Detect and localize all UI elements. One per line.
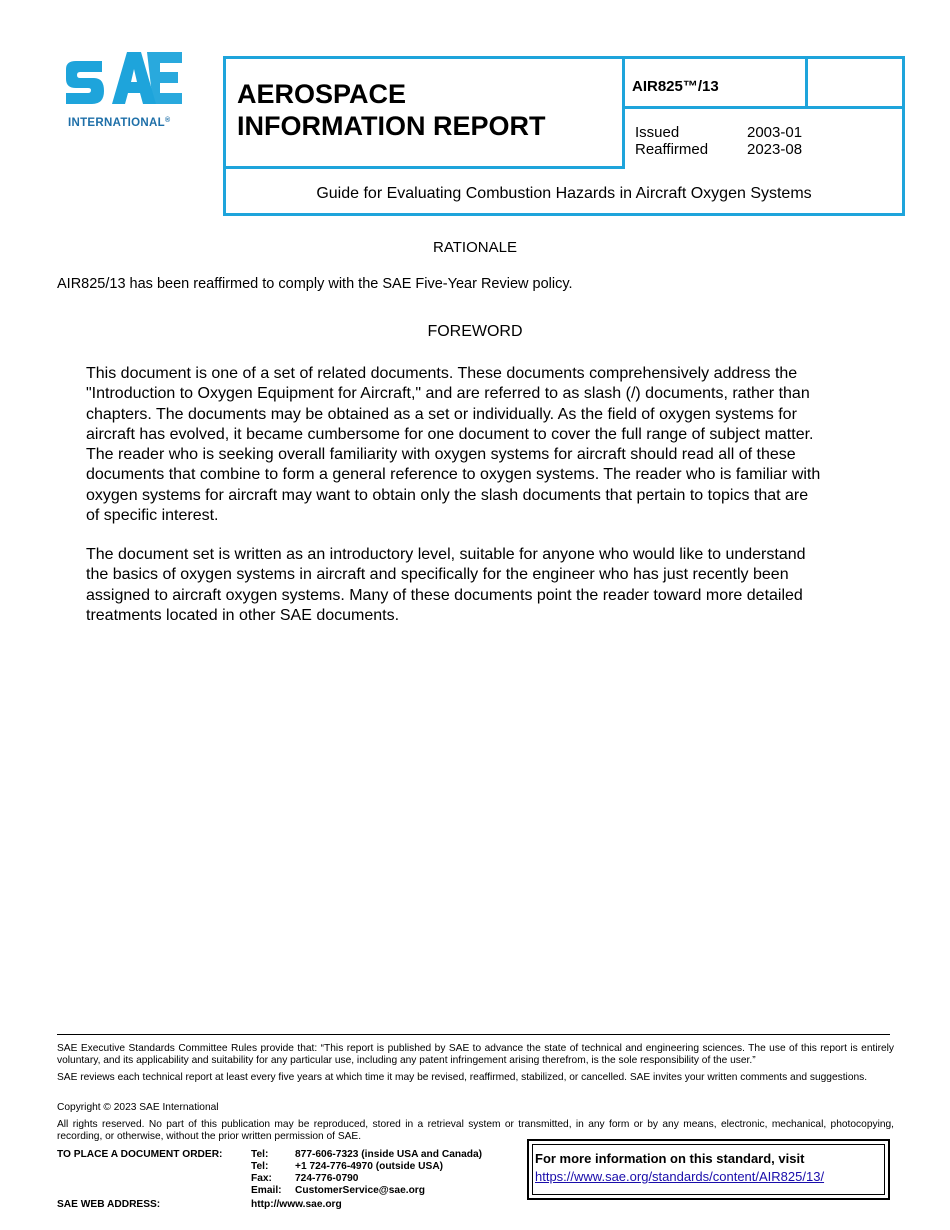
report-type-line-2: INFORMATION REPORT bbox=[237, 111, 546, 141]
web-address-link[interactable]: http://www.sae.org bbox=[251, 1199, 342, 1210]
issued-row bbox=[635, 124, 802, 141]
contact-key: Fax: bbox=[251, 1173, 272, 1184]
contact-row bbox=[251, 1185, 425, 1197]
rationale-text: AIR825/13 has been reaffirmed to comply with the SAE Five-Year Review policy. bbox=[57, 276, 573, 292]
document-subtitle: Guide for Evaluating Combustion Hazards in Aircraft Oxygen Systems bbox=[316, 185, 812, 202]
footer-fine-print: SAE reviews each technical report at least every five years at which time it may be revised, reaffirmed, stabilized, or cancelled. SAE invites your written comments and suggestions. bbox=[57, 1072, 868, 1083]
document-number-cell bbox=[622, 59, 808, 109]
more-info-title: For more information on this standard, visit bbox=[535, 1151, 805, 1166]
footer-copyright: Copyright © 2023 SAE International bbox=[57, 1102, 219, 1113]
contact-value: +1 724-776-4970 (outside USA) bbox=[295, 1161, 444, 1172]
contact-value: 724-776-0790 bbox=[295, 1173, 359, 1184]
report-type-cell bbox=[226, 59, 625, 169]
logo-tagline: INTERNATIONAL® bbox=[68, 117, 171, 129]
footer-divider bbox=[57, 1034, 890, 1035]
footer-fine-print: All rights reserved. No part of this publication may be reproduced, stored in a retrieval system or transmitted, in any form or by any means, electronic, mechanical, photocopying, recording, or otherwise, without the prior written permission of SAE. bbox=[57, 1119, 894, 1143]
standard-url-link[interactable]: https://www.sae.org/standards/content/AIR825/13/ bbox=[535, 1169, 825, 1184]
contact-key: Tel: bbox=[251, 1149, 269, 1160]
contact-row bbox=[251, 1173, 358, 1185]
reaffirmed-label: Reaffirmed bbox=[635, 141, 709, 158]
issued-value: 2003-01 bbox=[747, 124, 803, 141]
contact-value: 877-606-7323 (inside USA and Canada) bbox=[295, 1149, 483, 1160]
reaffirmed-value: 2023-08 bbox=[747, 141, 803, 158]
contact-key: Email: bbox=[251, 1185, 282, 1196]
contact-email[interactable]: CustomerService@sae.org bbox=[295, 1185, 425, 1196]
order-label: TO PLACE A DOCUMENT ORDER: bbox=[57, 1149, 223, 1160]
document-number-blank-cell bbox=[808, 59, 902, 109]
more-info-box bbox=[527, 1139, 890, 1200]
rationale-heading: RATIONALE bbox=[433, 239, 517, 256]
sae-logo bbox=[64, 52, 190, 132]
contact-row bbox=[251, 1161, 443, 1173]
registered-mark-icon: ® bbox=[164, 117, 171, 124]
sae-logo-mark-icon bbox=[64, 52, 184, 114]
foreword-paragraph: This document is one of a set of related documents. These documents comprehensively address the "Introduction to Oxygen Equipment for Aircraft," and are referred to as slash (/) documents, rather than chapters. The documents may be obtained as a set or individually. As the field of oxygen systems for aircraft has evolved, it became cumbersome for one document to cover the full range of subject matter. The reader who is seeking overall familiarity with oxygen systems for aircraft should read all of these documents that combine to form a general reference to oxygen systems. The reader who is familiar with oxygen systems for aircraft may want to obtain only the slash documents that pertain to topics that are of specific interest. bbox=[86, 365, 821, 525]
foreword-heading: FOREWORD bbox=[427, 323, 523, 340]
footer-fine-print: SAE Executive Standards Committee Rules provide that: “This report is published by SAE to advance the state of technical and engineering sciences. The use of this report is entirely voluntary, and its applicability and suitability for any particular use, including any patent infringement arising therefrom, is the sole responsibility of the user.” bbox=[57, 1043, 894, 1067]
issued-label: Issued bbox=[635, 124, 680, 141]
report-type-line-1: AEROSPACE bbox=[237, 79, 407, 109]
contact-key: Tel: bbox=[251, 1161, 269, 1172]
web-address-label: SAE WEB ADDRESS: bbox=[57, 1199, 161, 1210]
document-number: AIR825™/13 bbox=[632, 78, 719, 95]
foreword-paragraph: The document set is written as an introductory level, suitable for anyone who would like to understand the basics of oxygen systems in aircraft and specifically for the engineer who has just recently been assigned to aircraft oxygen systems. Many of these documents point the reader toward more detailed treatments located in other SAE documents. bbox=[86, 546, 806, 624]
document-header bbox=[223, 56, 905, 216]
reaffirmed-row bbox=[635, 141, 802, 158]
contact-row bbox=[251, 1149, 482, 1161]
dates-cell bbox=[625, 109, 902, 166]
